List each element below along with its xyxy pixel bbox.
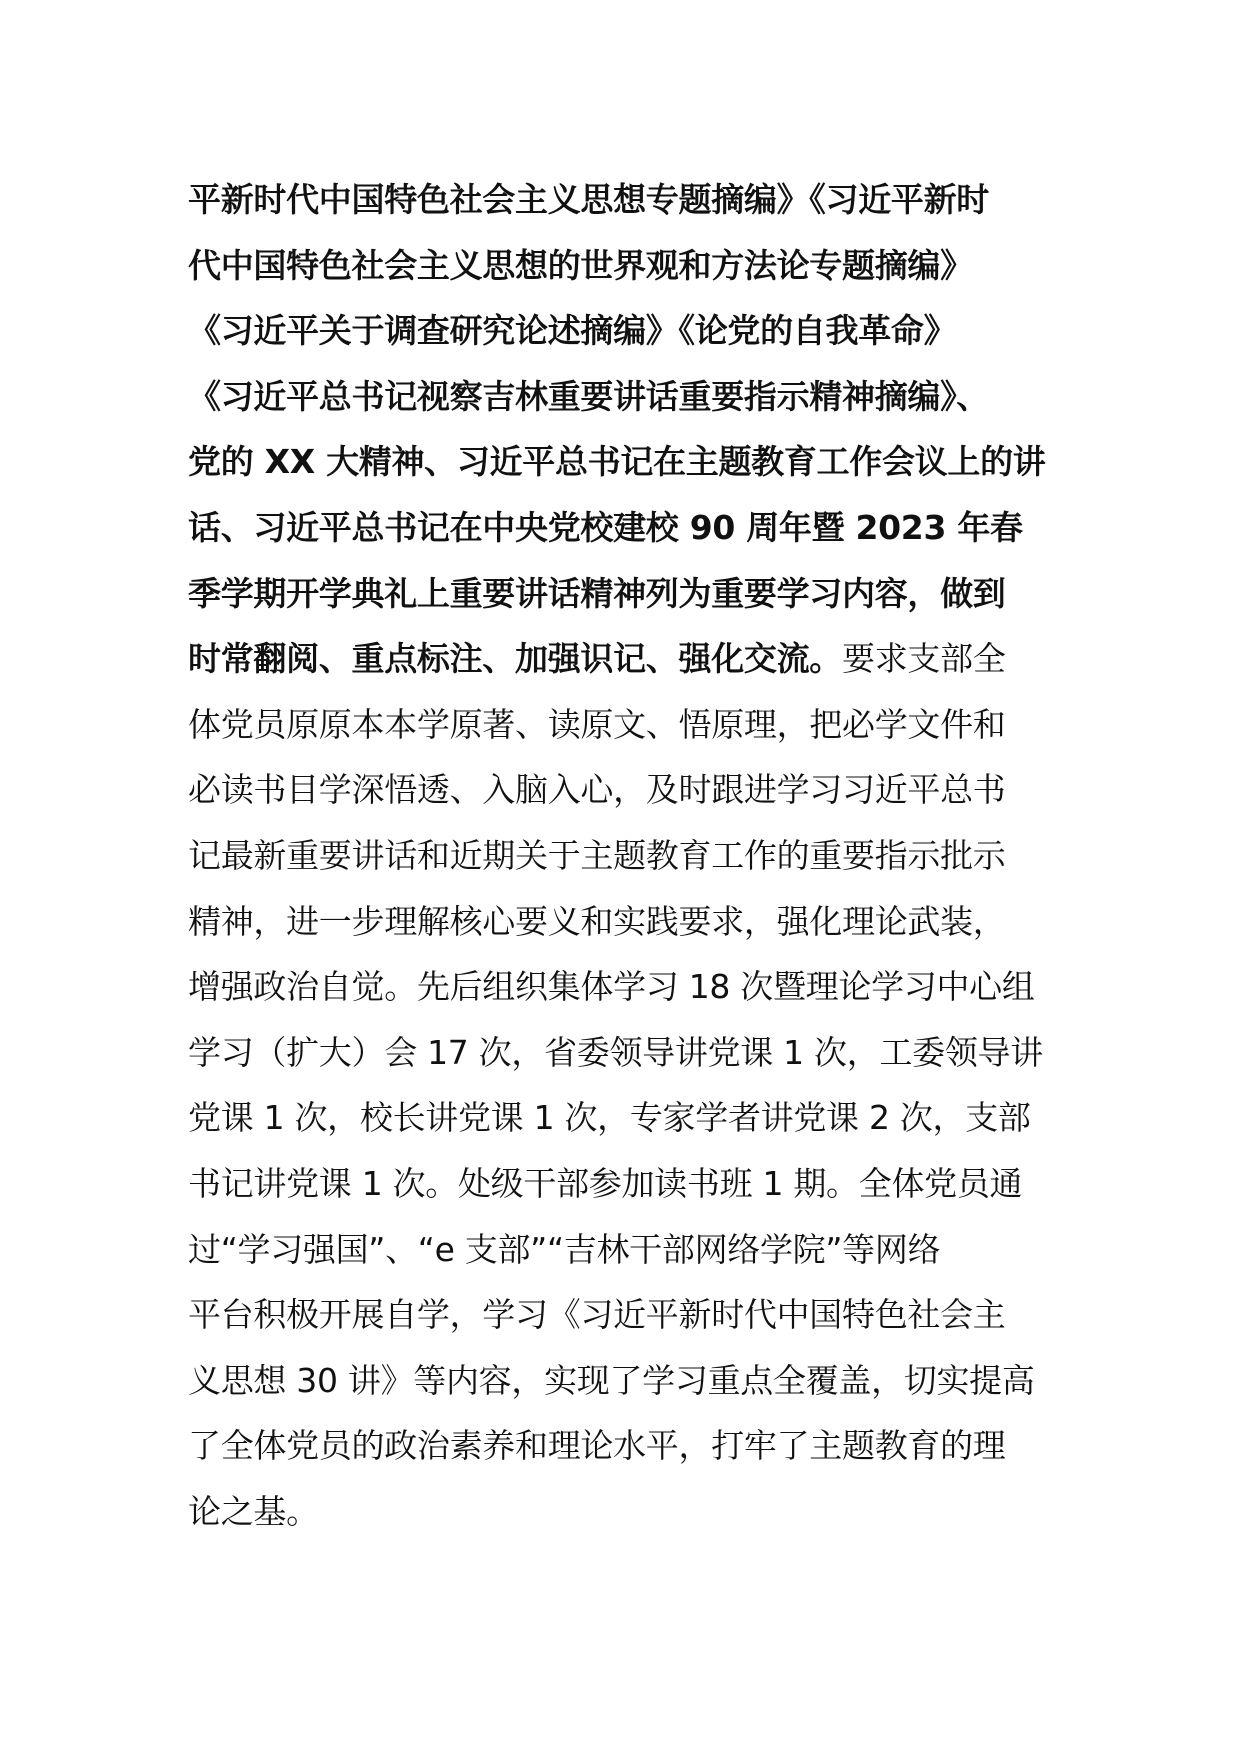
text-line [188, 757, 1068, 823]
text-line [188, 626, 1068, 692]
text-line [188, 1479, 1068, 1545]
text-line [188, 889, 1068, 955]
text-line [188, 233, 1068, 299]
normal-text: 过“学习强国”、“e 支部”“吉林干部网络学院”等网络 [188, 1229, 941, 1269]
text-line [188, 364, 1068, 430]
text-line [188, 495, 1068, 561]
body-text [188, 167, 1068, 1544]
text-line [188, 1413, 1068, 1479]
bold-text: 《习近平总书记视察吉林重要讲话重要指示精神摘编》、 [188, 376, 990, 416]
normal-text: 学习（扩大）会 17 次，省委领导讲党课 1 次，工委领导讲 [188, 1032, 1043, 1072]
normal-text: 必读书目学深悟透、入脑入心，及时跟进学习习近平总书 [188, 770, 1006, 810]
normal-text: 增强政治自觉。先后组织集体学习 18 次暨理论学习中心组 [188, 967, 1035, 1007]
text-line [188, 1348, 1068, 1414]
text-line [188, 1282, 1068, 1348]
text-line [188, 167, 1068, 233]
text-line [188, 692, 1068, 758]
normal-text: 书记讲党课 1 次。处级干部参加读书班 1 期。全体党员通 [188, 1163, 1023, 1203]
normal-text: 党课 1 次，校长讲党课 1 次，专家学者讲党课 2 次，支部 [188, 1098, 1031, 1138]
text-line [188, 823, 1068, 889]
normal-text: 精神，进一步理解核心要义和实践要求，强化理论武装， [188, 901, 1006, 941]
normal-text: 记最新重要讲话和近期关于主题教育工作的重要指示批示 [188, 835, 1006, 875]
bold-text: 季学期开学典礼上重要讲话精神列为重要学习内容，做到 [188, 573, 1006, 613]
text-line [188, 954, 1068, 1020]
normal-text: 要求支部全 [842, 639, 1006, 679]
normal-text: 了全体党员的政治素养和理论水平，打牢了主题教育的理 [188, 1426, 1006, 1466]
normal-text: 论之基。 [188, 1491, 319, 1531]
text-line [188, 561, 1068, 627]
text-line [188, 1020, 1068, 1086]
bold-text: 话、习近平总书记在中央党校建校 90 周年暨 2023 年春 [188, 507, 1023, 547]
bold-text: 代中国特色社会主义思想的世界观和方法论专题摘编》 [188, 245, 973, 285]
bold-text: 平新时代中国特色社会主义思想专题摘编》《习近平新时 [188, 180, 990, 219]
normal-text: 义思想 30 讲》等内容，实现了学习重点全覆盖，切实提高 [188, 1360, 1035, 1400]
normal-text: 体党员原原本本学原著、读原文、悟原理，把必学文件和 [188, 704, 1006, 744]
normal-text: 平台积极开展自学，学习《习近平新时代中国特色社会主 [188, 1295, 1006, 1335]
bold-text: 时常翻阅、重点标注、加强识记、强化交流。 [188, 639, 843, 679]
text-line [188, 1217, 1068, 1283]
text-line [188, 429, 1068, 495]
text-line [188, 1085, 1068, 1151]
text-line [188, 298, 1068, 364]
text-line [188, 1151, 1068, 1217]
bold-text: 《习近平关于调查研究论述摘编》《论党的自我革命》 [188, 311, 957, 351]
bold-text: 党的 XX 大精神、习近平总书记在主题教育工作会议上的讲 [188, 442, 1046, 482]
